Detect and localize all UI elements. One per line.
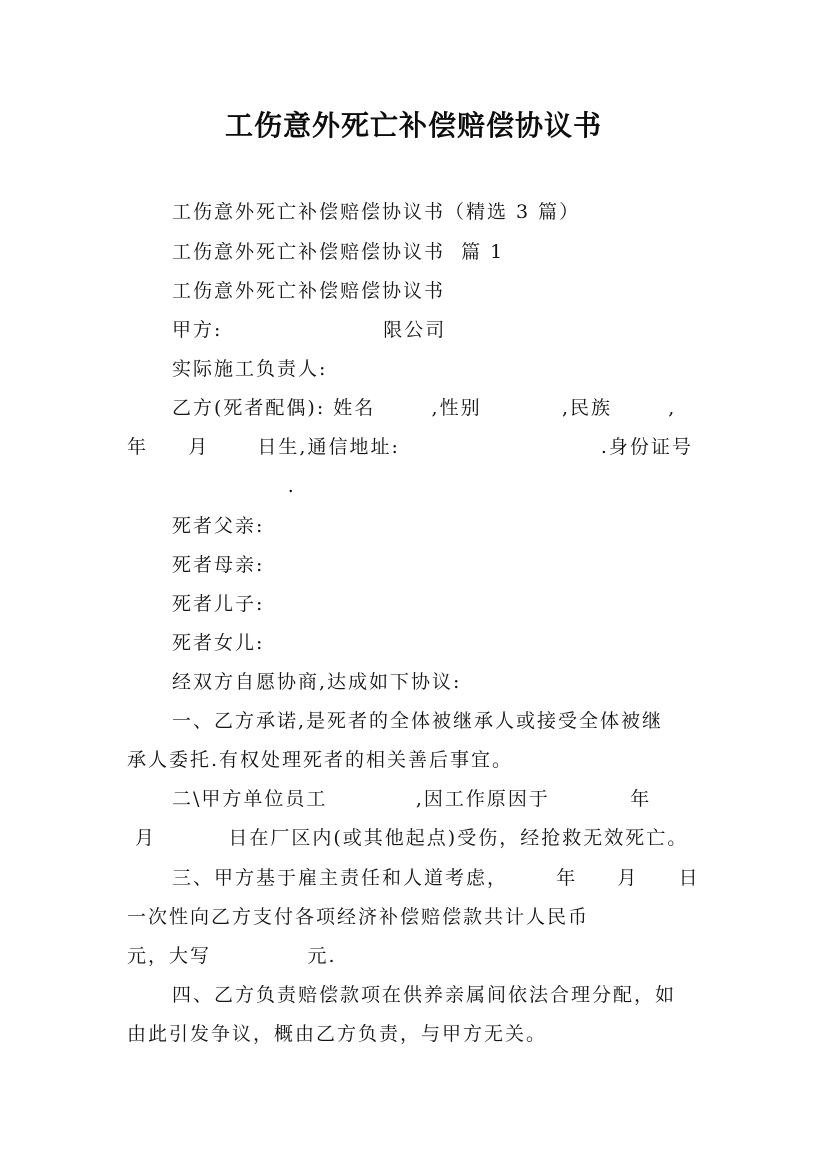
document-title: 工伤意外死亡补偿赔偿协议书 — [224, 109, 602, 142]
agreement-heading: 工伤意外死亡补偿赔偿协议书 — [172, 280, 446, 302]
section-heading: 工伤意外死亡补偿赔偿协议书 篇 1 — [172, 241, 505, 263]
deceased-father-line: 死者父亲: — [172, 515, 265, 537]
deceased-daughter-line: 死者女儿: — [172, 632, 265, 654]
deceased-son-line: 死者儿子: — [172, 593, 265, 615]
id-number-blank-line: . — [127, 475, 296, 497]
agreement-intro-line: 经双方自愿协商,达成如下协议: — [172, 671, 462, 693]
party-b-birth-address-line: 年 月 日生,通信地址: .身份证号 — [127, 436, 693, 458]
clause-1-line-2: 承人委托.有权处理死者的相关善后事宜。 — [127, 749, 514, 771]
subtitle-line: 工伤意外死亡补偿赔偿协议书（精选 3 篇） — [172, 201, 581, 223]
party-a-line: 甲方: 限公司 — [172, 319, 447, 341]
clause-3-line-1: 三、甲方基于雇主责任和人道考虑， 年 月 日 — [172, 867, 700, 889]
construction-lead-line: 实际施工负责人: — [172, 358, 328, 380]
clause-3-line-2: 一次性向乙方支付各项经济补偿赔偿款共计人民币 — [127, 906, 590, 928]
clause-1-line-1: 一、乙方承诺,是死者的全体被继承人或接受全体被继 — [172, 710, 664, 732]
clause-4-line-2: 由此引发争议，概由乙方负责，与甲方无关。 — [127, 1023, 548, 1045]
deceased-mother-line: 死者母亲: — [172, 554, 265, 576]
clause-4-line-1: 四、乙方负责赔偿款项在供养亲属间依法合理分配，如 — [172, 984, 677, 1006]
party-b-line: 乙方(死者配偶): 姓名 ,性别 ,民族 , — [172, 397, 677, 419]
clause-2-line-1: 二\甲方单位员工 ,因工作原因于 年 — [172, 788, 652, 810]
clause-3-line-3: 元，大写 元. — [127, 945, 337, 967]
clause-2-line-2: 月 日在厂区内(或其他起点)受伤，经抢救无效死亡。 — [127, 827, 689, 849]
